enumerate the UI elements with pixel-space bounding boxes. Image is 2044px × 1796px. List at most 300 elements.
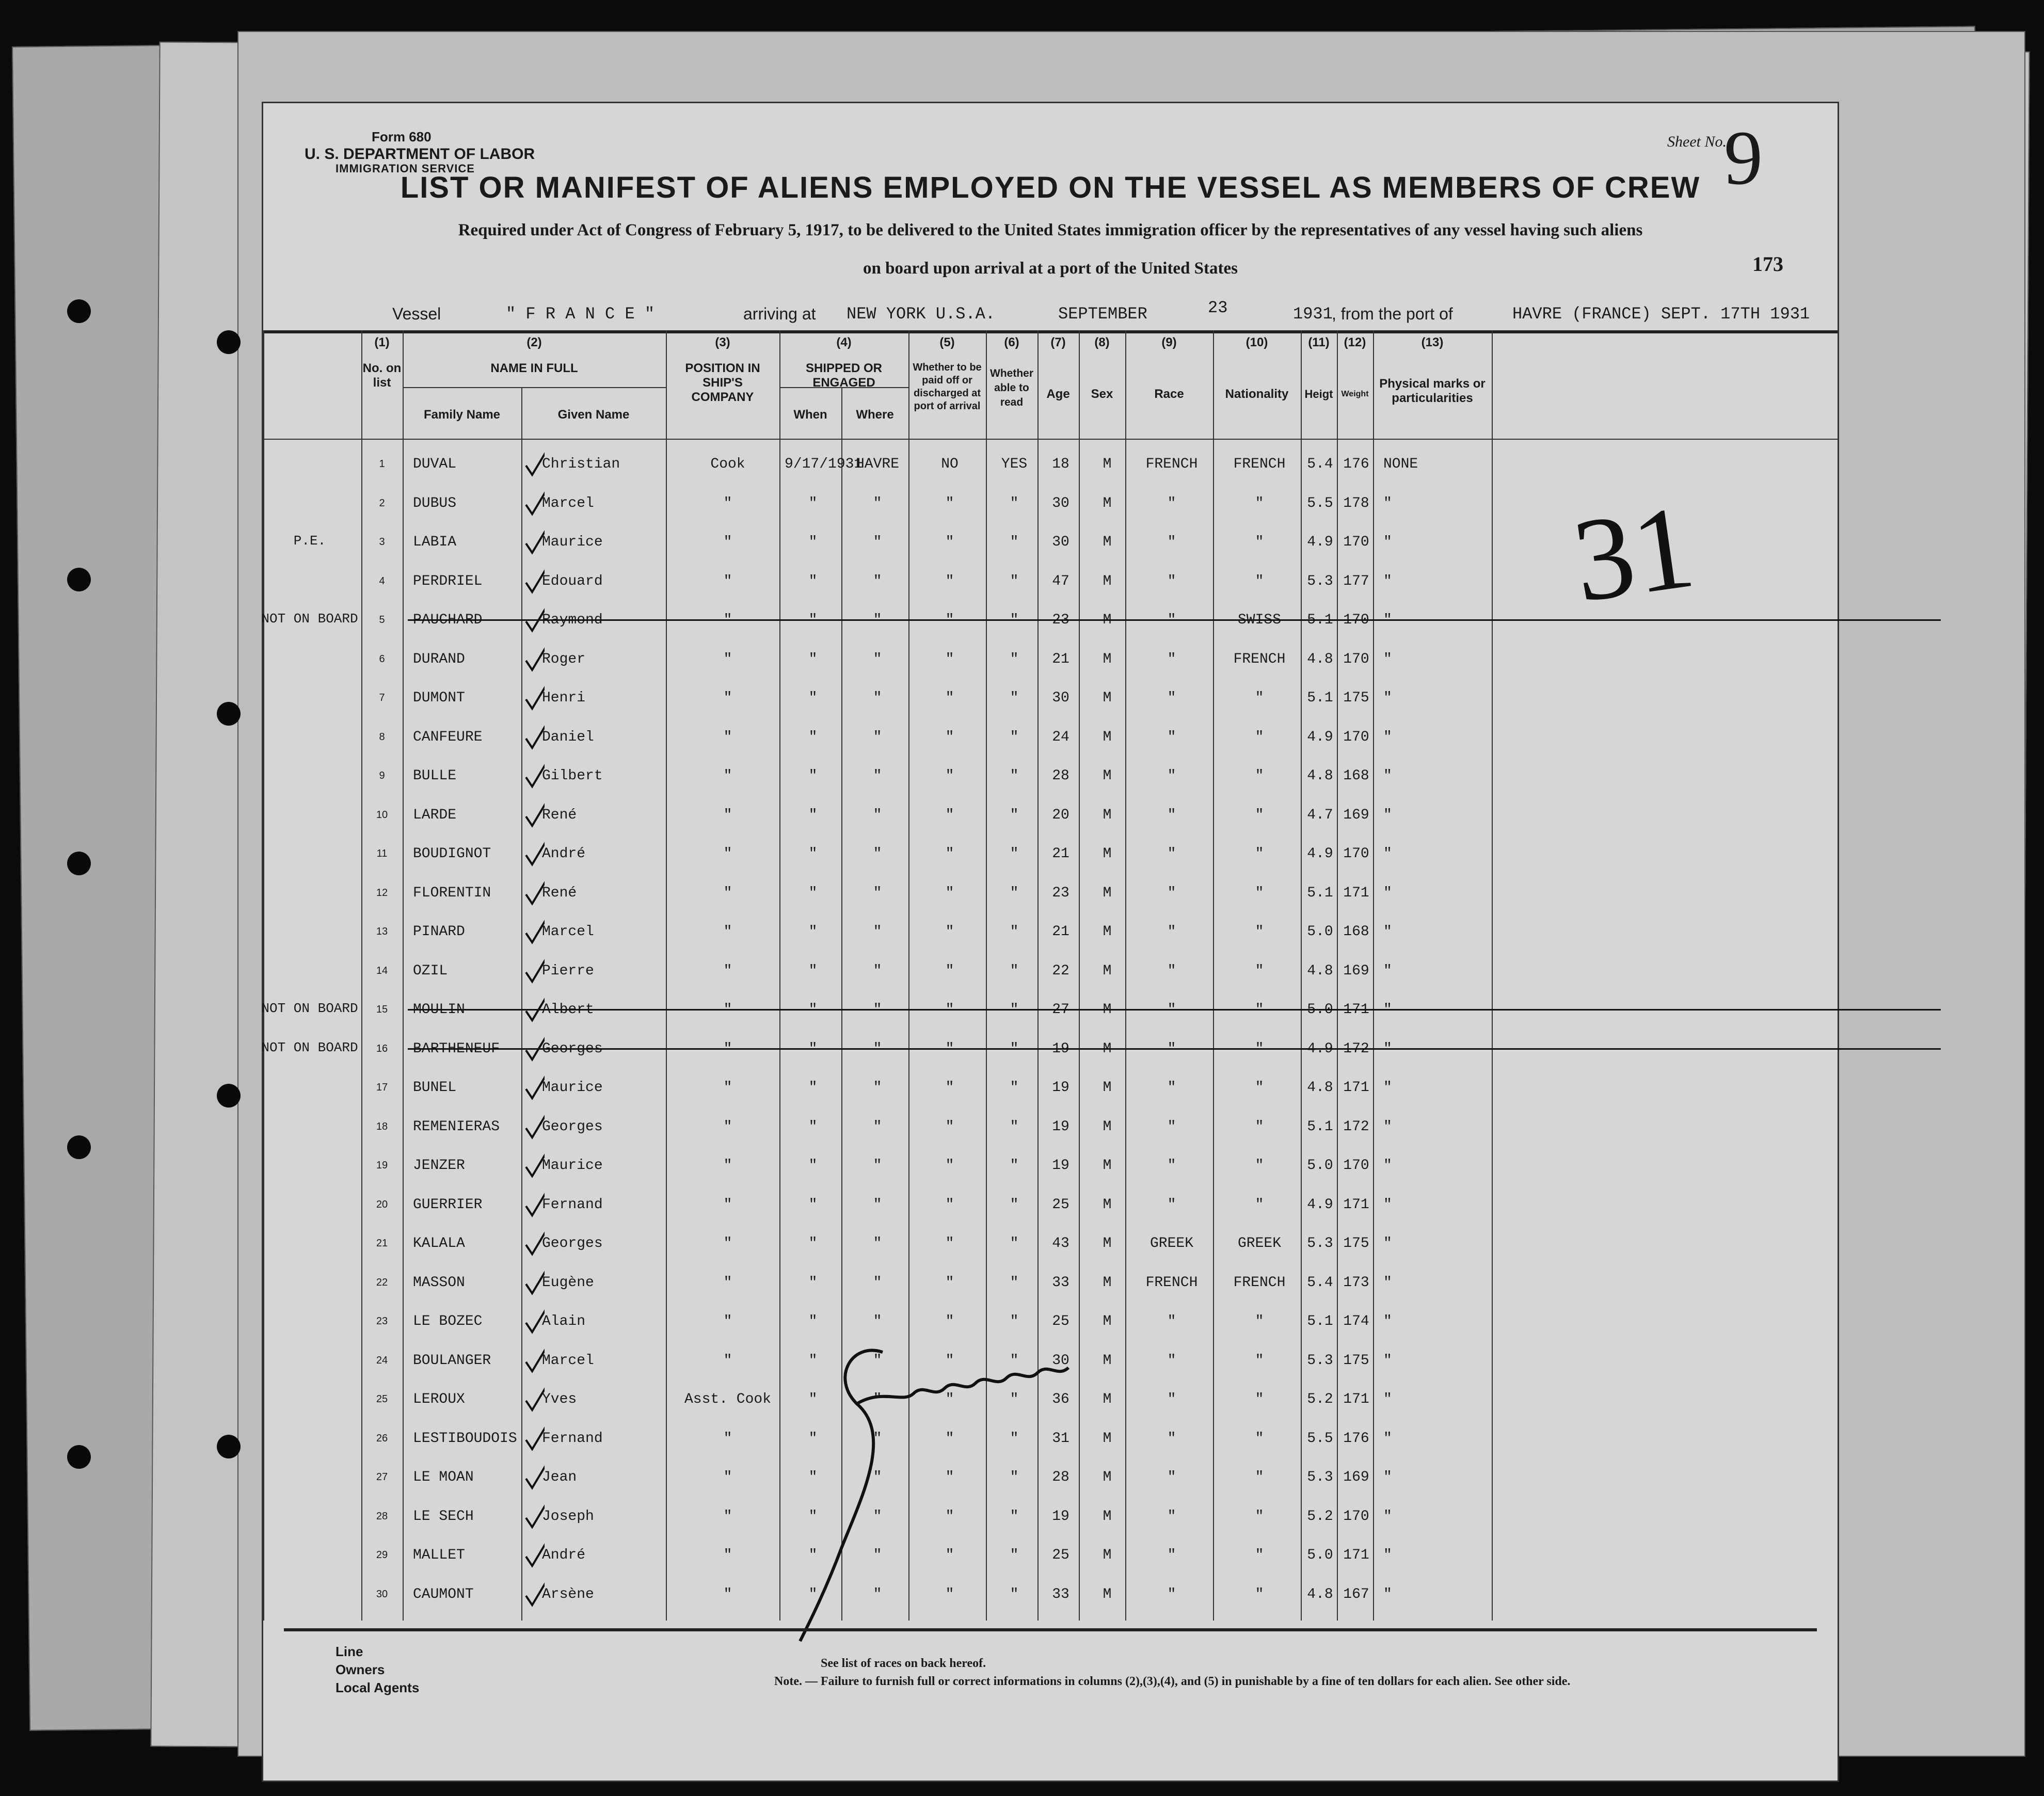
cell-where: HAVRE [855, 456, 899, 472]
cell-when: " [808, 1313, 818, 1329]
punch-hole [217, 1435, 241, 1458]
cell-when: " [808, 612, 818, 628]
table-row [263, 1029, 1838, 1068]
cell-where: " [873, 1158, 882, 1174]
cell-nat: " [1255, 768, 1264, 784]
cell-pos: " [723, 534, 732, 550]
cell-height: 5.2 [1307, 1391, 1333, 1407]
cell-no: 1 [379, 458, 385, 470]
cell-weight: 171 [1343, 1196, 1369, 1213]
cell-marks: " [1383, 1430, 1392, 1447]
cell-where: " [873, 1469, 882, 1485]
cell-race: " [1167, 1118, 1176, 1135]
punch-hole [67, 1135, 91, 1159]
cell-read: " [1010, 651, 1019, 667]
cell-family: KALALA [413, 1236, 465, 1252]
cell-read: " [1010, 729, 1019, 745]
table-row [263, 717, 1838, 756]
cell-sex: M [1103, 1547, 1112, 1563]
cell-marks: " [1383, 612, 1392, 628]
cell-where: " [873, 1236, 882, 1252]
arrival-day: 23 [1208, 298, 1228, 317]
cell-no: 30 [376, 1588, 388, 1600]
cell-race: " [1167, 651, 1176, 667]
cell-age: 19 [1052, 1080, 1069, 1096]
check-mark [524, 915, 545, 945]
cell-marks: " [1383, 807, 1392, 823]
cell-sex: M [1103, 846, 1112, 862]
check-mark [524, 1265, 545, 1296]
cell-height: 4.9 [1307, 534, 1333, 550]
table-row [263, 1262, 1838, 1302]
cell-weight: 171 [1343, 1080, 1369, 1096]
cell-sex: M [1103, 456, 1112, 472]
file-number: 173 [1752, 252, 1783, 276]
cell-weight: 169 [1343, 807, 1369, 823]
cell-no: 16 [376, 1043, 388, 1054]
cell-when: " [808, 846, 818, 862]
col2-number: (2) [526, 335, 542, 349]
cell-read: " [1010, 1118, 1019, 1135]
cell-read: " [1010, 885, 1019, 901]
subtitle: on board upon arrival at a port of the United States [863, 259, 1238, 278]
cell-given: Pierre [542, 963, 594, 979]
cell-pos: " [723, 1040, 732, 1057]
cell-age: 25 [1052, 1196, 1069, 1213]
cell-sex: M [1103, 1002, 1112, 1018]
form-number: Form 680 [372, 129, 432, 145]
cell-when: " [808, 1158, 818, 1174]
cell-race: " [1167, 1508, 1176, 1525]
cell-paid: " [945, 1547, 954, 1563]
cell-when: " [808, 729, 818, 745]
cell-read: " [1010, 807, 1019, 823]
cell-given: Maurice [542, 1158, 603, 1174]
cell-sex: M [1103, 1236, 1112, 1252]
table-row [263, 989, 1838, 1029]
col-header-race: Race [1154, 387, 1184, 401]
cell-sex: M [1103, 1196, 1112, 1213]
check-mark [524, 1421, 545, 1452]
cell-read: " [1010, 1236, 1019, 1252]
cell-weight: 176 [1343, 456, 1369, 472]
cell-family: DURAND [413, 651, 465, 667]
check-mark [524, 525, 545, 556]
cell-marks: " [1383, 1158, 1392, 1174]
cell-read: YES [1001, 456, 1028, 472]
punch-hole [217, 1084, 241, 1108]
cell-paid: " [945, 1274, 954, 1291]
cell-nat: " [1255, 846, 1264, 862]
cell-when: " [808, 1196, 818, 1213]
cell-no: 14 [376, 965, 388, 976]
cell-weight: 171 [1343, 1391, 1369, 1407]
cell-height: 4.9 [1307, 1196, 1333, 1213]
cell-where: " [873, 651, 882, 667]
cell-given: Edouard [542, 573, 603, 589]
col10-number: (10) [1245, 335, 1268, 349]
cell-family: LABIA [413, 534, 457, 550]
cell-where: " [873, 1508, 882, 1525]
cell-no: 27 [376, 1471, 388, 1483]
cell-given: Raymond [542, 612, 603, 628]
cell-given: Christian [542, 456, 620, 472]
cell-height: 5.4 [1307, 1274, 1333, 1291]
cell-when: " [808, 1430, 818, 1447]
cell-where: " [873, 1196, 882, 1213]
cell-paid: " [945, 1196, 954, 1213]
cell-paid: " [945, 1040, 954, 1057]
cell-age: 30 [1052, 495, 1069, 511]
cell-pos: " [723, 1313, 732, 1329]
cell-weight: 169 [1343, 963, 1369, 979]
cell-race: " [1167, 1196, 1176, 1213]
check-mark [524, 1226, 545, 1257]
cell-read: " [1010, 846, 1019, 862]
cell-when: " [808, 807, 818, 823]
cell-height: 4.8 [1307, 651, 1333, 667]
cell-nat: " [1255, 1508, 1264, 1525]
cell-paid: " [945, 768, 954, 784]
cell-when: " [808, 1586, 818, 1602]
cell-read: " [1010, 1040, 1019, 1057]
cell-age: 20 [1052, 807, 1069, 823]
cell-where: " [873, 963, 882, 979]
cell-sex: M [1103, 885, 1112, 901]
cell-marks: " [1383, 1469, 1392, 1485]
cell-given: Jean [542, 1469, 577, 1485]
col3-number: (3) [715, 335, 730, 349]
cell-weight: 168 [1343, 768, 1369, 784]
cell-family: PERDRIEL [413, 573, 483, 589]
cell-height: 5.1 [1307, 1118, 1333, 1135]
cell-where: " [873, 690, 882, 706]
cell-given: André [542, 846, 586, 862]
cell-pos: " [723, 924, 732, 940]
cell-family: BUNEL [413, 1080, 457, 1096]
cell-family: MOULIN [413, 1002, 465, 1018]
service-name: IMMIGRATION SERVICE [336, 162, 475, 175]
cell-marks: " [1383, 1196, 1392, 1213]
cell-nat: SWISS [1237, 612, 1281, 628]
cell-sex: M [1103, 1469, 1112, 1485]
races-note: See list of races on back hereof. [821, 1657, 986, 1670]
cell-weight: 175 [1343, 690, 1369, 706]
cell-when: " [808, 1508, 818, 1525]
cell-marks: " [1383, 885, 1392, 901]
cell-paid: " [945, 651, 954, 667]
cell-age: 28 [1052, 1469, 1069, 1485]
cell-when: " [808, 768, 818, 784]
cell-read: " [1010, 1469, 1019, 1485]
cell-where: " [873, 1430, 882, 1447]
cell-nat: GREEK [1237, 1236, 1281, 1252]
cell-weight: 177 [1343, 573, 1369, 589]
col5-number: (5) [939, 335, 955, 349]
punch-hole [217, 702, 241, 726]
cell-weight: 170 [1343, 651, 1369, 667]
sheet-label: Sheet No. [1667, 133, 1727, 150]
vessel-label: Vessel [392, 304, 441, 323]
cell-pos: " [723, 846, 732, 862]
cell-height: 5.1 [1307, 885, 1333, 901]
cell-age: 22 [1052, 963, 1069, 979]
cell-when: " [808, 1469, 818, 1485]
cell-sex: M [1103, 573, 1112, 589]
cell-family: LE BOZEC [413, 1313, 483, 1329]
cell-age: 19 [1052, 1118, 1069, 1135]
check-mark [524, 486, 545, 517]
cell-pos: " [723, 807, 732, 823]
cell-nat: " [1255, 963, 1264, 979]
cell-pos: " [723, 1508, 732, 1525]
cell-nat: " [1255, 1002, 1264, 1018]
cell-age: 36 [1052, 1391, 1069, 1407]
cell-read: " [1010, 612, 1019, 628]
table-row [263, 639, 1838, 678]
col-header-read: Whether able to read [990, 367, 1033, 408]
handwritten-annotation: 31 [1566, 480, 1702, 627]
cell-height: 5.3 [1307, 1236, 1333, 1252]
cell-family: BOULANGER [413, 1352, 491, 1369]
cell-no: 8 [379, 731, 385, 743]
col-header-nationality: Nationality [1225, 387, 1289, 401]
cell-nat: " [1255, 690, 1264, 706]
cell-paid: " [945, 963, 954, 979]
cell-when: " [808, 885, 818, 901]
cell-given: Marcel [542, 1352, 594, 1369]
cell-read: " [1010, 1080, 1019, 1096]
table-row [263, 1067, 1838, 1107]
cell-age: 19 [1052, 1508, 1069, 1525]
cell-height: 5.5 [1307, 495, 1333, 511]
cell-sex: M [1103, 1430, 1112, 1447]
cell-nat: " [1255, 534, 1264, 550]
cell-paid: " [945, 846, 954, 862]
cell-no: 11 [376, 848, 388, 859]
cell-where: " [873, 1118, 882, 1135]
check-mark [524, 1499, 545, 1530]
cell-nat: " [1255, 1586, 1264, 1602]
punch-hole [67, 1445, 91, 1469]
table-row [263, 1107, 1838, 1146]
cell-race: " [1167, 1158, 1176, 1174]
cell-height: 5.0 [1307, 1158, 1333, 1174]
cell-where: " [873, 1274, 882, 1291]
strike-through-line [408, 619, 1941, 621]
cell-height: 4.8 [1307, 963, 1333, 979]
cell-family: LESTIBOUDOIS [413, 1430, 517, 1447]
cell-age: 27 [1052, 1002, 1069, 1018]
cell-age: 47 [1052, 573, 1069, 589]
cell-pos: " [723, 1118, 732, 1135]
cell-given: Arsène [542, 1586, 594, 1602]
col7-number: (7) [1050, 335, 1066, 349]
cell-pos: " [723, 1352, 732, 1369]
cell-height: 4.8 [1307, 768, 1333, 784]
cell-family: MASSON [413, 1274, 465, 1291]
cell-read: " [1010, 1430, 1019, 1447]
cell-nat: " [1255, 1469, 1264, 1485]
row-remark: NOT ON BOARD [261, 1039, 358, 1055]
cell-where: " [873, 1313, 882, 1329]
col-header-family: Family Name [423, 408, 501, 422]
cell-sex: M [1103, 1080, 1112, 1096]
check-mark [524, 876, 545, 907]
punch-hole [217, 330, 241, 354]
cell-paid: " [945, 690, 954, 706]
cell-weight: 170 [1343, 846, 1369, 862]
cell-age: 30 [1052, 534, 1069, 550]
cell-given: Marcel [542, 924, 594, 940]
check-mark [524, 1304, 545, 1335]
cell-family: LE SECH [413, 1508, 474, 1525]
cell-pos: Asst. Cook [684, 1391, 772, 1407]
cell-height: 4.9 [1307, 846, 1333, 862]
cell-read: " [1010, 534, 1019, 550]
cell-pos: " [723, 651, 732, 667]
cell-pos: " [723, 1002, 732, 1018]
col11-number: (11) [1308, 335, 1330, 349]
cell-family: BOUDIGNOT [413, 846, 491, 862]
cell-sex: M [1103, 1391, 1112, 1407]
cell-paid: " [945, 495, 954, 511]
cell-age: 25 [1052, 1547, 1069, 1563]
cell-race: " [1167, 1313, 1176, 1329]
cell-family: PINARD [413, 924, 465, 940]
cell-pos: " [723, 495, 732, 511]
cell-no: 17 [376, 1082, 388, 1093]
cell-height: 5.1 [1307, 612, 1333, 628]
cell-marks: " [1383, 1508, 1392, 1525]
cell-race: " [1167, 1430, 1176, 1447]
cell-given: René [542, 885, 577, 901]
cell-given: Eugène [542, 1274, 594, 1291]
cell-pos: " [723, 885, 732, 901]
cell-given: René [542, 807, 577, 823]
arrival-port: NEW YORK U.S.A. [847, 304, 996, 324]
cell-sex: M [1103, 1158, 1112, 1174]
cell-paid: " [945, 1469, 954, 1485]
cell-given: Maurice [542, 534, 603, 550]
row-remark: P.E. [293, 533, 326, 549]
cell-marks: " [1383, 1236, 1392, 1252]
cell-given: Fernand [542, 1196, 603, 1213]
cell-weight: 171 [1343, 1547, 1369, 1563]
cell-where: " [873, 1080, 882, 1096]
cell-pos: " [723, 768, 732, 784]
cell-sex: M [1103, 690, 1112, 706]
cell-given: Georges [542, 1118, 603, 1135]
cell-weight: 172 [1343, 1040, 1369, 1057]
check-mark [524, 1460, 545, 1491]
strike-through-line [408, 1009, 1941, 1011]
cell-no: 2 [379, 497, 385, 509]
cell-paid: " [945, 612, 954, 628]
cell-sex: M [1103, 612, 1112, 628]
cell-race: " [1167, 1352, 1176, 1369]
cell-family: REMENIERAS [413, 1118, 500, 1135]
cell-height: 5.3 [1307, 1352, 1333, 1369]
cell-pos: " [723, 690, 732, 706]
cell-race: FRENCH [1145, 456, 1198, 472]
cell-family: OZIL [413, 963, 448, 979]
cell-no: 25 [376, 1393, 388, 1405]
cell-paid: " [945, 807, 954, 823]
check-mark [524, 1343, 545, 1374]
cell-given: Georges [542, 1040, 603, 1057]
cell-race: " [1167, 768, 1176, 784]
cell-where: " [873, 885, 882, 901]
cell-marks: " [1383, 729, 1392, 745]
cell-given: Gilbert [542, 768, 603, 784]
cell-paid: " [945, 924, 954, 940]
cell-race: " [1167, 612, 1176, 628]
cell-pos: " [723, 1430, 732, 1447]
cell-weight: 170 [1343, 1508, 1369, 1525]
cell-no: 22 [376, 1276, 388, 1288]
cell-sex: M [1103, 768, 1112, 784]
footer-owners-label: Owners [336, 1662, 385, 1677]
cell-no: 20 [376, 1198, 388, 1210]
check-mark [524, 447, 545, 478]
cell-given: André [542, 1547, 586, 1563]
check-mark [524, 1577, 545, 1608]
cell-family: PAUCHARD [413, 612, 483, 628]
cell-nat: " [1255, 1196, 1264, 1213]
table-row [263, 833, 1838, 873]
cell-no: 4 [379, 575, 385, 587]
cell-read: " [1010, 1274, 1019, 1291]
cell-weight: 170 [1343, 534, 1369, 550]
cell-race: " [1167, 885, 1176, 901]
arrival-month: SEPTEMBER [1058, 304, 1147, 324]
cell-race: " [1167, 1469, 1176, 1485]
cell-age: 23 [1052, 885, 1069, 901]
cell-where: " [873, 495, 882, 511]
cell-where: " [873, 1352, 882, 1369]
cell-height: 4.7 [1307, 807, 1333, 823]
cell-paid: " [945, 573, 954, 589]
cell-age: 23 [1052, 612, 1069, 628]
cell-when: " [808, 1118, 818, 1135]
cell-pos: " [723, 729, 732, 745]
footer-agents-label: Local Agents [336, 1680, 420, 1695]
cell-no: 28 [376, 1510, 388, 1522]
cell-read: " [1010, 924, 1019, 940]
cell-family: FLORENTIN [413, 885, 491, 901]
cell-paid: " [945, 1430, 954, 1447]
cell-sex: M [1103, 1040, 1112, 1057]
cell-nat: " [1255, 1158, 1264, 1174]
cell-marks: " [1383, 495, 1392, 511]
cell-age: 30 [1052, 1352, 1069, 1369]
table-row [263, 1145, 1838, 1184]
cell-age: 21 [1052, 651, 1069, 667]
cell-when: " [808, 1236, 818, 1252]
col1-number: (1) [374, 335, 390, 349]
cell-nat: " [1255, 1313, 1264, 1329]
cell-age: 31 [1052, 1430, 1069, 1447]
cell-pos: Cook [710, 456, 745, 472]
arriving-label: arriving at [743, 304, 816, 323]
cell-pos: " [723, 1274, 732, 1291]
departure-port: HAVRE (FRANCE) SEPT. 17TH 1931 [1512, 304, 1810, 324]
cell-nat: " [1255, 1352, 1264, 1369]
cell-nat: " [1255, 1547, 1264, 1563]
cell-where: " [873, 1586, 882, 1602]
cell-family: DUBUS [413, 495, 457, 511]
